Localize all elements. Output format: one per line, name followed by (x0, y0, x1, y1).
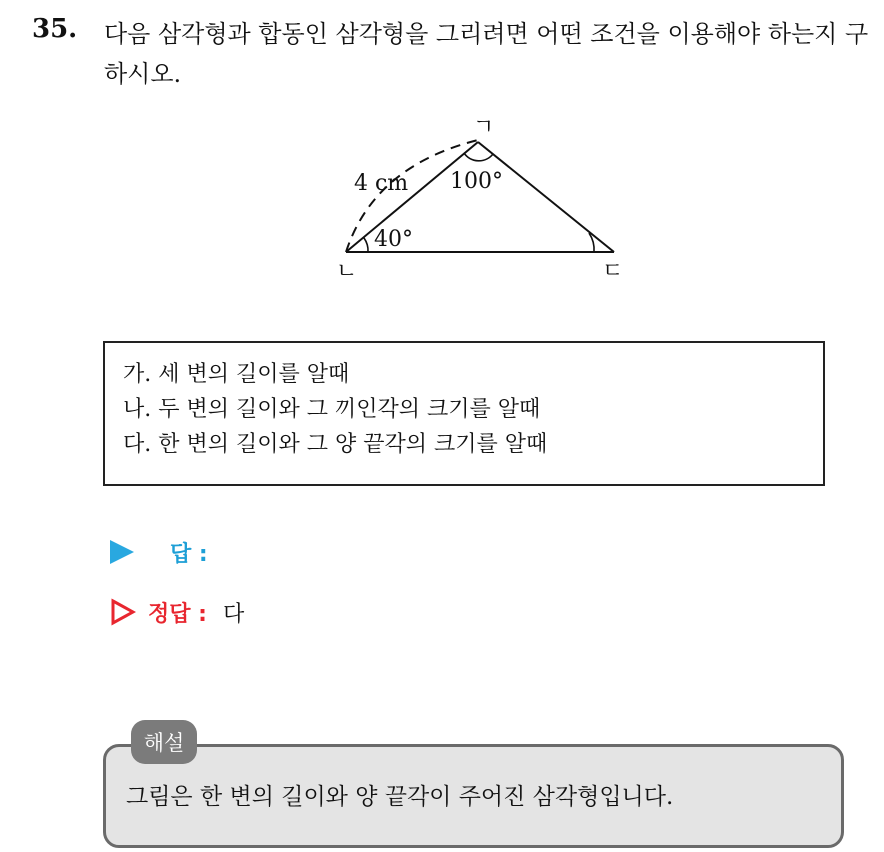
correct-answer-row (110, 592, 244, 632)
angle-arc-top (464, 153, 493, 161)
vertex-label-right: ㄷ (602, 259, 624, 284)
angle-label-left: 40° (374, 227, 413, 252)
question-number: 35. (32, 14, 78, 44)
vertex-label-left: ㄴ (336, 259, 358, 284)
angle-label-top: 100° (450, 169, 503, 194)
condition-item-na: 나. 두 변의 길이와 그 끼인각의 크기를 알때 (123, 397, 541, 422)
explanation-tab: 해설 (131, 720, 197, 764)
side-ac (478, 142, 614, 252)
conditions-box (103, 341, 825, 486)
answer-label: 답 : (170, 541, 208, 567)
vertex-label-top: ㄱ (473, 118, 495, 140)
side-length-label: 4 cm (354, 171, 409, 196)
condition-item-da: 다. 한 변의 길이와 그 양 끝각의 크기를 알때 (123, 432, 548, 457)
question-text: 다음 삼각형과 합동인 삼각형을 그리려면 어떤 조건을 이용해야 하는지 구하시오. (104, 20, 869, 88)
triangle-diagram (330, 118, 640, 288)
explanation-text: 그림은 한 변의 길이와 양 끝각이 주어진 삼각형입니다. (126, 784, 674, 810)
correct-answer-label: 정답 : (148, 601, 207, 627)
answer-row (110, 532, 208, 572)
condition-item-ga: 가. 세 변의 길이를 알때 (123, 362, 350, 387)
outline-arrow-icon (110, 598, 136, 626)
correct-answer-value: 다 (222, 601, 245, 627)
play-arrow-icon (110, 540, 134, 564)
angle-arc-left (364, 238, 368, 252)
triangle-figure (330, 118, 640, 288)
